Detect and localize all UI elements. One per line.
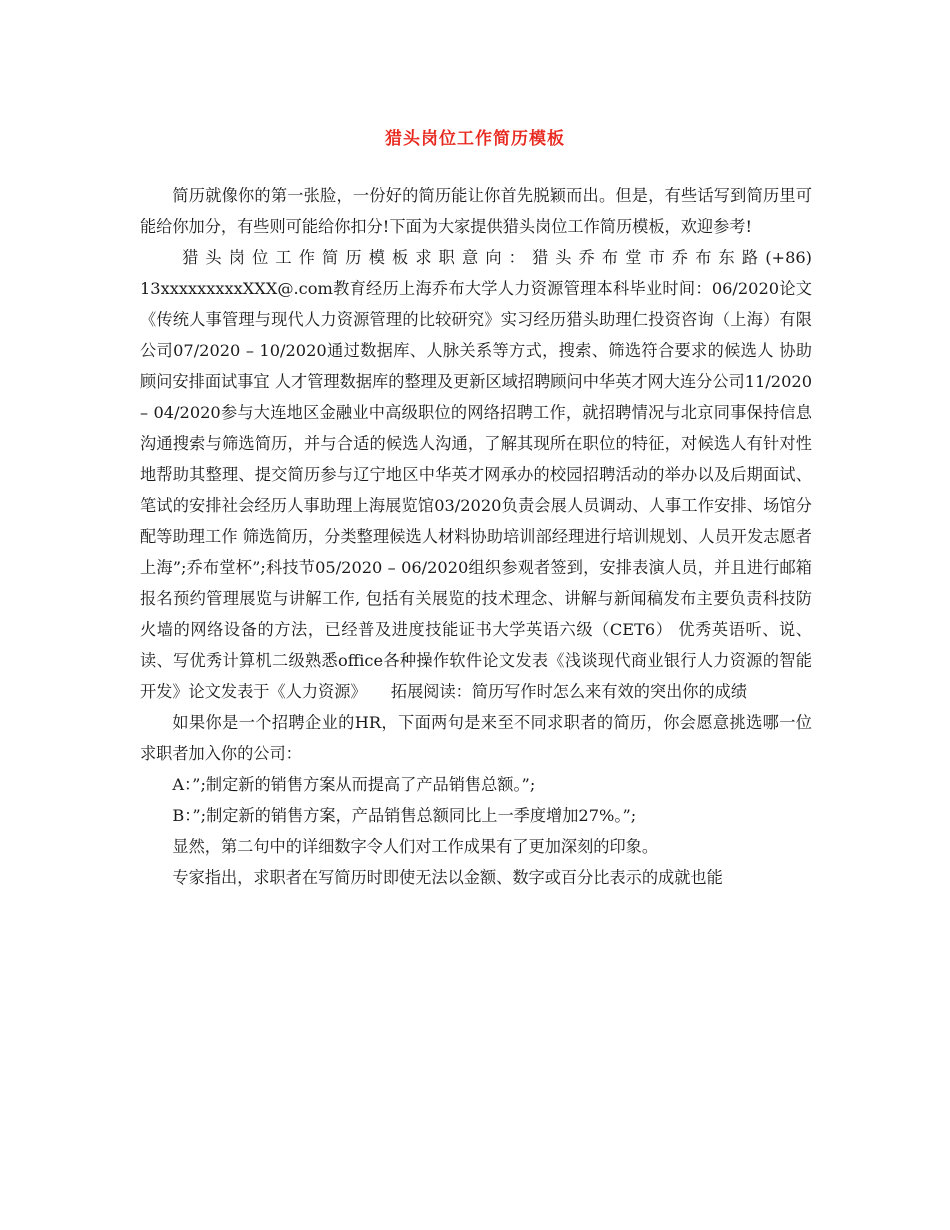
intro-paragraph: 简历就像你的第一张脸，一份好的简历能让你首先脱颖而出。但是，有些话写到简历里可能给你加分，有些则可能给你扣分!下面为大家提供猎头岗位工作简历模板，欢迎参考!	[140, 186, 812, 236]
example-a-line: A：”;制定新的销售方案从而提高了产品销售总额。”;	[172, 775, 536, 794]
expert-note-line: 专家指出，求职者在写简历时即使无法以金额、数字或百分比表示的成就也能	[172, 868, 723, 887]
document-title: 猎头岗位工作简历模板	[385, 129, 565, 149]
resume-paragraph: 猎头岗位工作简历模板求职意向：猎头乔布堂市乔布东路(+86) 13xxxxxxxxxXXX@.com教育经历上海乔布大学人力资源管理本科毕业时间：06/2020论文《传统人事管理与现代人力资源管理的比较研究》实习经历猎头助理仁投资咨询（上海）有限公司07/2020 – 10/2020通过数据库、人脉关系等方式，搜索、筛选符合要求的候选人 协助顾问安排面试事宜 人才管理数据库的整理及更新区域招聘顾问中华英才网大连分公司11/2020 – 04/2020参与大连地区金融业中高级职位的网络招聘工作，就招聘情况与北京同事保持信息沟通搜索与筛选简历，并与合适的候选人沟通，了解其现所在职位的特征，对候选人有针对性地帮助其整理、提交简历参与辽宁地区中华英才网承办的校园招聘活动的举办以及后期面试、笔试的安排社会经历人事助理上海展览馆03/2020负责会展人员调动、人事工作安排、场馆分配等助理工作 筛选简历，分类整理候选人材料协助培训部经理进行培训规划、人员开发志愿者上海”;乔布堂杯”;科技节05/2020 – 06/2020组织参观者签到，安排表演人员，并且进行邮箱报名预约管理展览与讲解工作, 包括有关展览的技术理念、讲解与新闻稿发布主要负责科技防火墙的网络设备的方法，已经普及进度技能证书大学英语六级（CET6） 优秀英语听、说、读、写优秀计算机二级熟悉office各种操作软件论文发表《浅谈现代商业银行人力资源的智能开发》论文发表于《人力资源》 拓展阅读：简历写作时怎么来有效的突出你的成绩	[140, 248, 812, 701]
conclusion-line: 显然，第二句中的详细数字令人们对工作成果有了更加深刻的印象。	[172, 837, 659, 856]
document-body	[140, 180, 812, 893]
example-b-line: B：”;制定新的销售方案，产品销售总额同比上一季度增加27%。”;	[172, 806, 637, 825]
hr-question-paragraph: 如果你是一个招聘企业的HR，下面两句是来至不同求职者的简历，你会愿意挑选哪一位求职者加入你的公司：	[140, 713, 812, 763]
